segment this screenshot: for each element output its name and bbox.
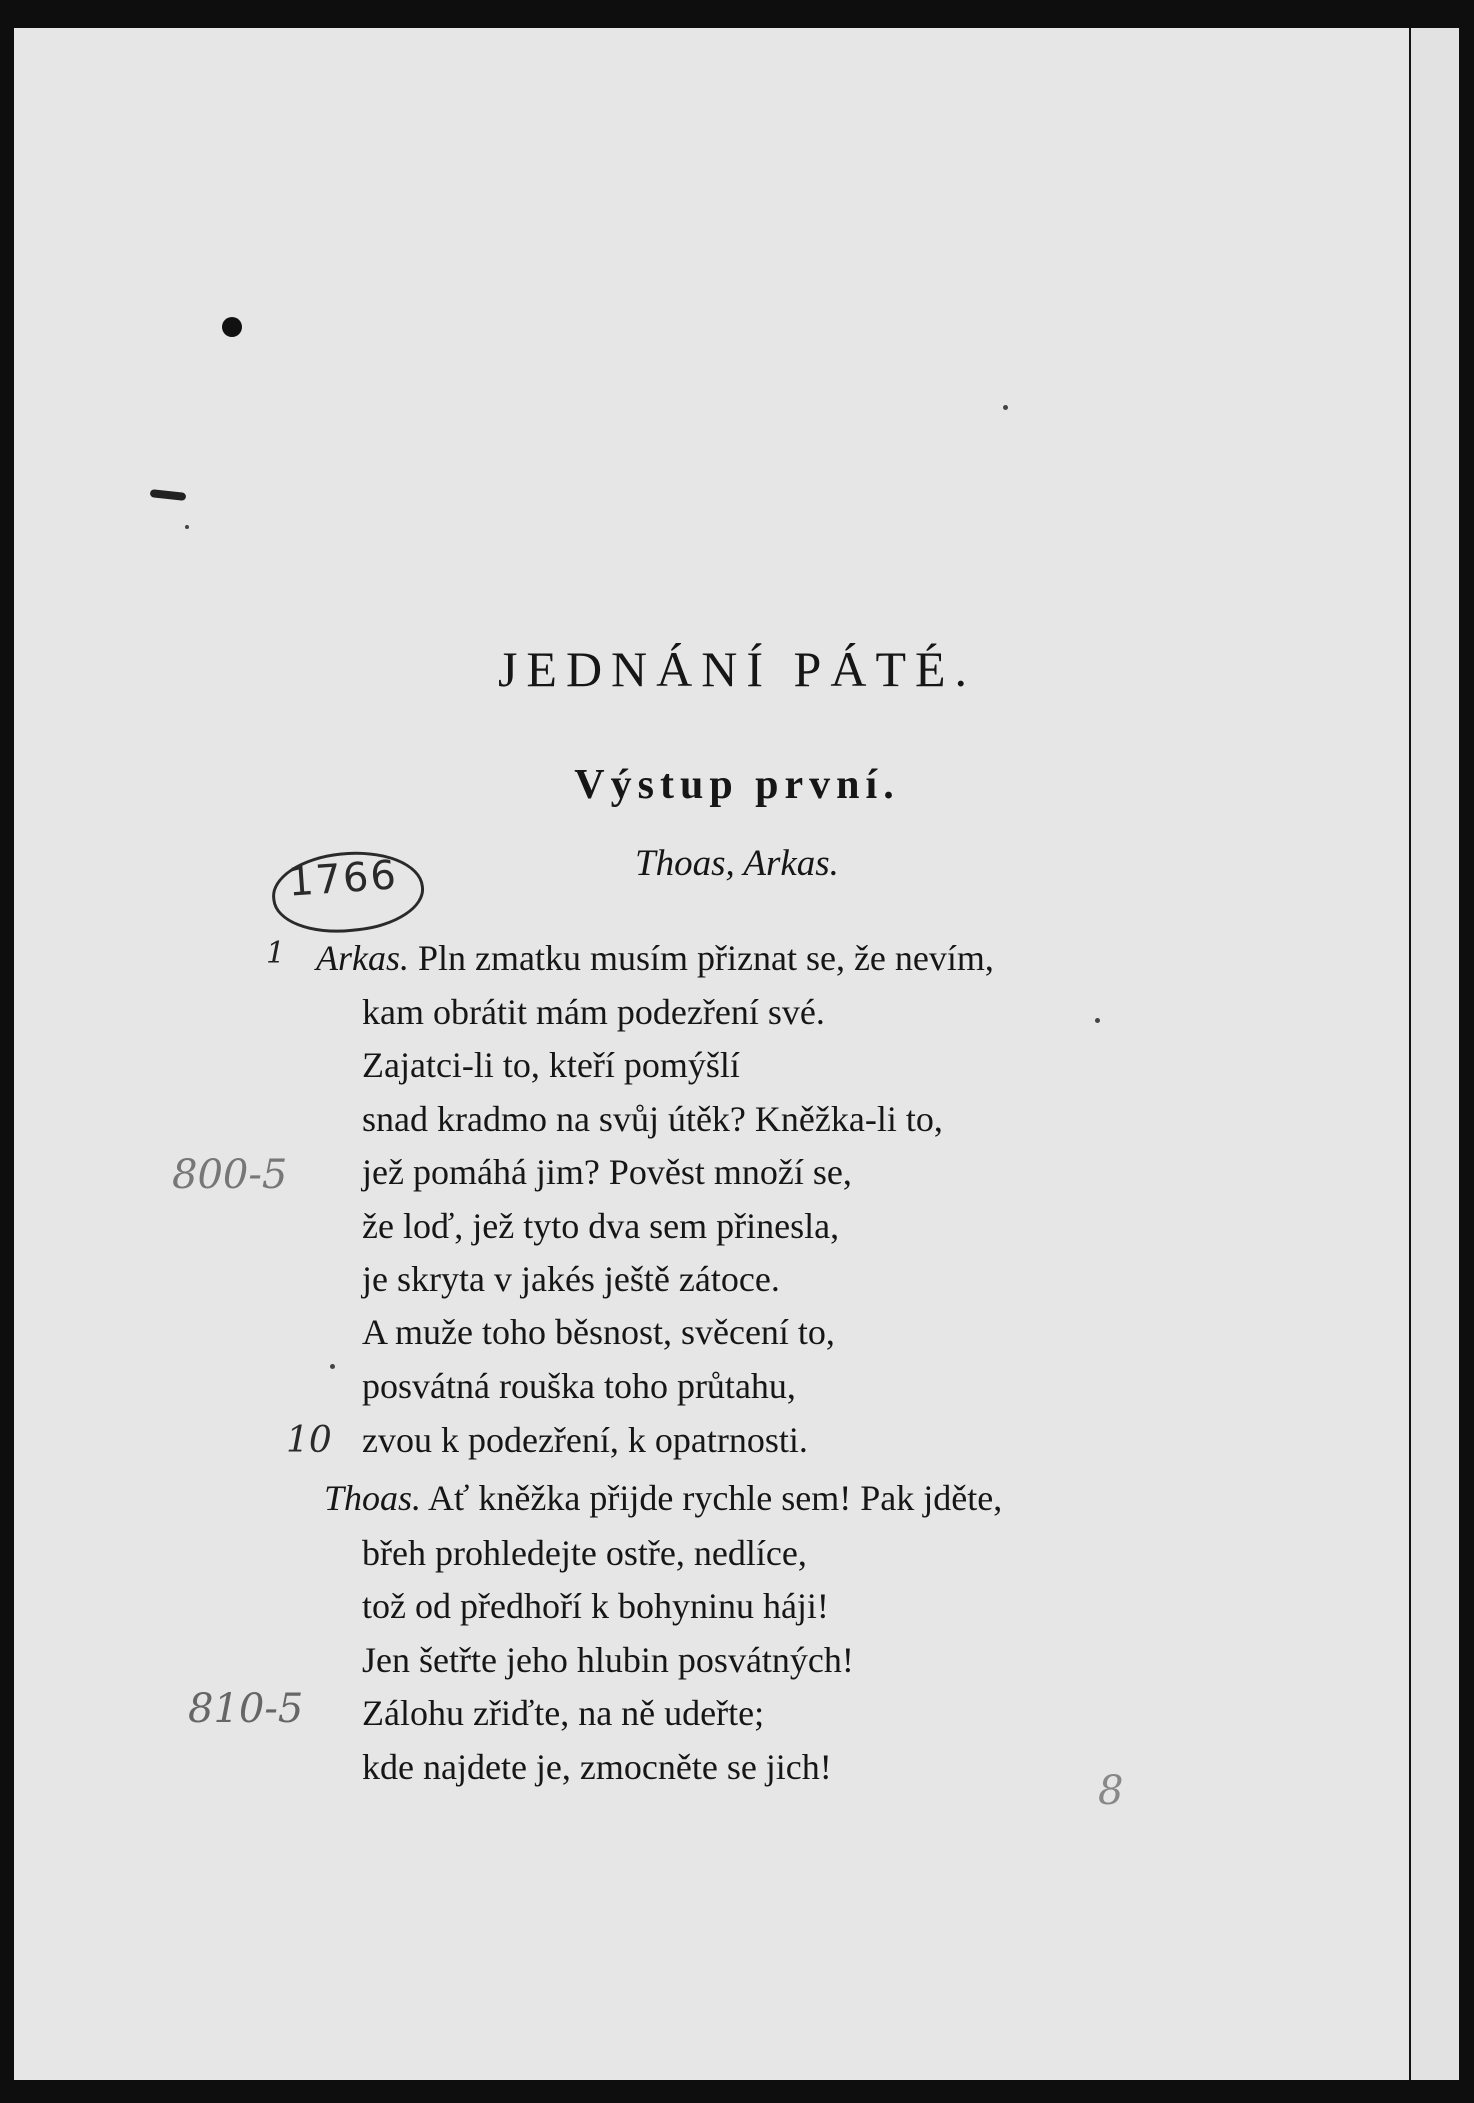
verse-line [324, 1480, 1002, 1516]
margin-line-number: 810-5 [188, 1686, 304, 1732]
speck [330, 1364, 335, 1369]
verse-line: je skryta v jakés ještě zátoce. [362, 1259, 780, 1299]
verse-line: Jen šetřte jeho hlubin posvátných! [362, 1640, 854, 1680]
verse-line: A muže toho běsnost, svěcení to, [362, 1312, 835, 1352]
speaker-name: Arkas. [316, 938, 409, 978]
verse-text: Ať kněžka přijde rychle sem! Pak jděte, [428, 1478, 1003, 1518]
act-title: JEDNÁNÍ PÁTÉ. [497, 641, 977, 697]
speck [1095, 1018, 1100, 1023]
margin-line-number: 800-5 [172, 1152, 288, 1198]
ink-dot [222, 317, 242, 337]
margin-line-number: 8 [1098, 1768, 1124, 1814]
verse-text: Pln zmatku musím přiznat se, že nevím, [418, 938, 994, 978]
verse-line: snad kradmo na svůj útěk? Kněžka-li to, [362, 1099, 943, 1139]
verse-line: tož od předhoří k bohyninu háji! [362, 1586, 829, 1626]
catalog-stamp-number: 1766 [286, 852, 400, 906]
verse-line: jež pomáhá jim? Pověst množí se, [362, 1152, 852, 1192]
verse-line: kde najdete je, zmocněte se jich! [362, 1747, 832, 1787]
verse-line: posvátná rouška toho průtahu, [362, 1366, 796, 1406]
margin-line-number: 10 [286, 1420, 332, 1461]
speaker-name: Thoas. [324, 1478, 422, 1518]
scene-characters: Thoas, Arkas. [635, 843, 839, 884]
verse-line: kam obrátit mám podezření své. [362, 992, 825, 1032]
facing-page-edge [1411, 28, 1459, 2080]
verse-line: břeh prohledejte ostře, nedlíce, [362, 1533, 807, 1573]
verse-line: Zálohu zřiďte, na ně udeřte; [362, 1693, 765, 1733]
margin-line-number: 1 [266, 936, 286, 971]
verse-line: že loď, jež tyto dva sem přinesla, [362, 1206, 840, 1246]
verse-line: zvou k podezření, k opatrnosti. [362, 1420, 808, 1460]
verse-line: Zajatci-li to, kteří pomýšlí [362, 1045, 740, 1085]
speck [1003, 405, 1008, 410]
verse-line [316, 940, 994, 976]
speck [185, 525, 189, 529]
scene-title: Výstup první. [574, 762, 900, 808]
